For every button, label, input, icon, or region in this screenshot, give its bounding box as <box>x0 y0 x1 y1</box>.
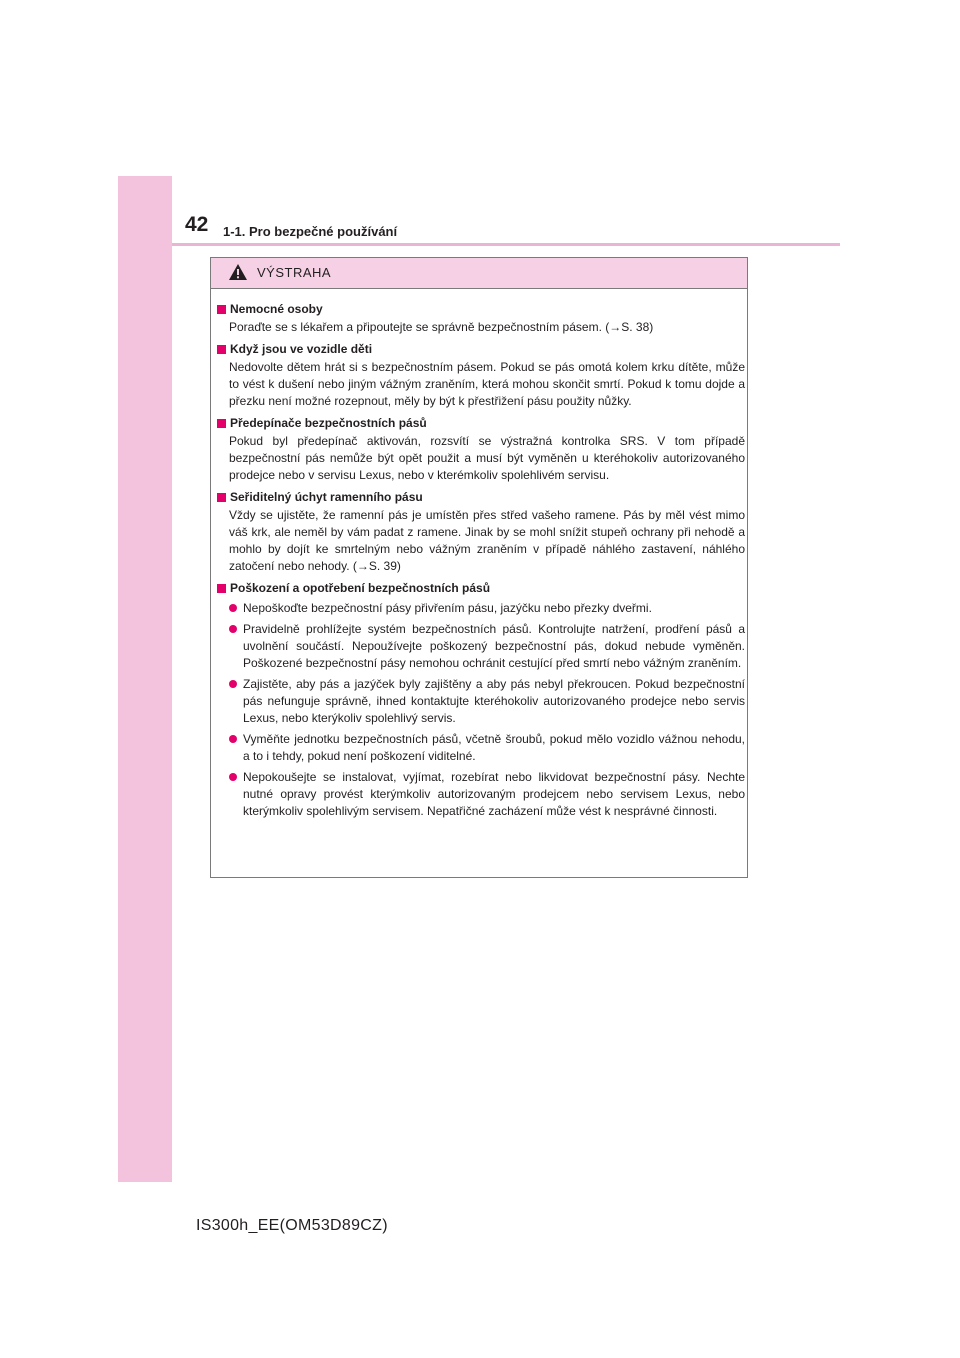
round-bullet-icon <box>229 680 237 688</box>
round-bullet-icon <box>229 773 237 781</box>
bullet-item <box>229 769 745 820</box>
round-bullet-icon <box>229 735 237 743</box>
side-color-strip <box>118 176 172 1182</box>
warning-title: VÝSTRAHA <box>257 265 332 280</box>
warning-paragraph: Pokud byl předepínač aktivován, rozsvítí se výstražná kontrolka SRS. V tom případě bezpečnostní pás nemůže být opět použit a musí být vyměněn u kteréhokoliv autorizovaného prodejce nebo v servisu Lexus, nebo v kterémkoliv spolehlivém servisu. <box>229 434 745 482</box>
warning-item-heading <box>217 580 745 596</box>
heading-text: Předepínače bezpečnostních pásů <box>230 416 427 430</box>
section-title: 1-1. Pro bezpečné používání <box>223 224 398 239</box>
heading-text: Když jsou ve vozidle děti <box>230 342 373 356</box>
warning-content <box>217 301 745 825</box>
bullet-item <box>229 731 745 765</box>
heading-text: Seřiditelný úchyt ramenního pásu <box>230 490 423 504</box>
square-bullet-icon <box>217 419 226 428</box>
heading-text: Poškození a opotřebení bezpečnostních pásů <box>230 581 491 595</box>
warning-paragraph: Vždy se ujistěte, že ramenní pás je umístěn přes střed vašeho ramene. Pás by měl vést mimo váš krk, ale neměl by vám padat z ramene. Jinak by se mohl snížit stupeň ochrany při nehodě a mohlo by dojít ke smrtelným nebo vážným zraněním v případě náhlého zastavení, náhlého zatočení nebo nehody. (→S. 39) <box>229 508 745 573</box>
bullet-text: Pravidelně prohlížejte systém bezpečnostních pásů. Kontrolujte natržení, prodření pásů a uvolnění součástí. Nepoužívejte poškozený bezpečnostní pás, dokud nebude vyměněn. Poškozené bezpečnostní pásy nemohou ochránit cestující před smrtí nebo vážným zraněním. <box>243 622 745 670</box>
warning-box <box>210 257 748 878</box>
heading-text: Nemocné osoby <box>230 302 323 316</box>
warning-item-heading <box>217 415 745 431</box>
bullet-item <box>229 621 745 672</box>
bullet-text: Vyměňte jednotku bezpečnostních pásů, včetně šroubů, pokud mělo vozidlo vážnou nehodu, a to i tehdy, pokud není poškození viditelné. <box>243 732 745 763</box>
bullet-text: Zajistěte, aby pás a jazýček byly zajištěny a aby pás nebyl překroucen. Pokud bezpečnostní pás nefunguje správně, ihned kontaktujte kteréhokoliv autorizovaného prodejce nebo servis Lexus, nebo kterýkoliv spolehlivý servis. <box>243 677 745 725</box>
header-divider <box>172 243 840 246</box>
bullet-item <box>229 676 745 727</box>
square-bullet-icon <box>217 493 226 502</box>
warning-item <box>217 415 745 484</box>
warning-triangle-icon <box>229 264 247 280</box>
warning-item <box>217 341 745 410</box>
warning-header <box>211 258 747 289</box>
round-bullet-icon <box>229 604 237 612</box>
warning-item-heading <box>217 489 745 505</box>
warning-item-heading <box>217 341 745 357</box>
square-bullet-icon <box>217 345 226 354</box>
warning-item-heading <box>217 301 745 317</box>
bullet-text: Nepoškoďte bezpečnostní pásy přivřením pásu, jazýčku nebo přezky dveřmi. <box>243 601 652 615</box>
bullet-text: Nepokoušejte se instalovat, vyjímat, rozebírat nebo likvidovat bezpečnostní pásy. Nechte nutné opravy provést kterýmkoliv autorizovaným prodejcem nebo servisem Lexus, nebo kterýmkoliv spolehlivým servisem. Nepatřičné zacházení může vést k nesprávné činnosti. <box>243 770 745 818</box>
warning-item <box>217 301 745 336</box>
bullet-item <box>229 600 745 617</box>
warning-paragraph: Nedovolte dětem hrát si s bezpečnostním pásem. Pokud se pás omotá kolem krku dítěte, může to vést k dušení nebo jiným vážným zraněním, která mohou skončit smrtí. Pokud k tomu dojde a přezku není možné rozepnout, měly by být k přestřižení pásu použity nůžky. <box>229 360 745 408</box>
warning-item <box>217 580 745 820</box>
warning-paragraph: Poraďte se s lékařem a připoutejte se správně bezpečnostním pásem. (→S. 38) <box>229 320 654 334</box>
warning-item <box>217 489 745 575</box>
square-bullet-icon <box>217 305 226 314</box>
square-bullet-icon <box>217 584 226 593</box>
model-code: IS300h_EE(OM53D89CZ) <box>196 1217 388 1234</box>
page-number: 42 <box>185 213 209 236</box>
round-bullet-icon <box>229 625 237 633</box>
